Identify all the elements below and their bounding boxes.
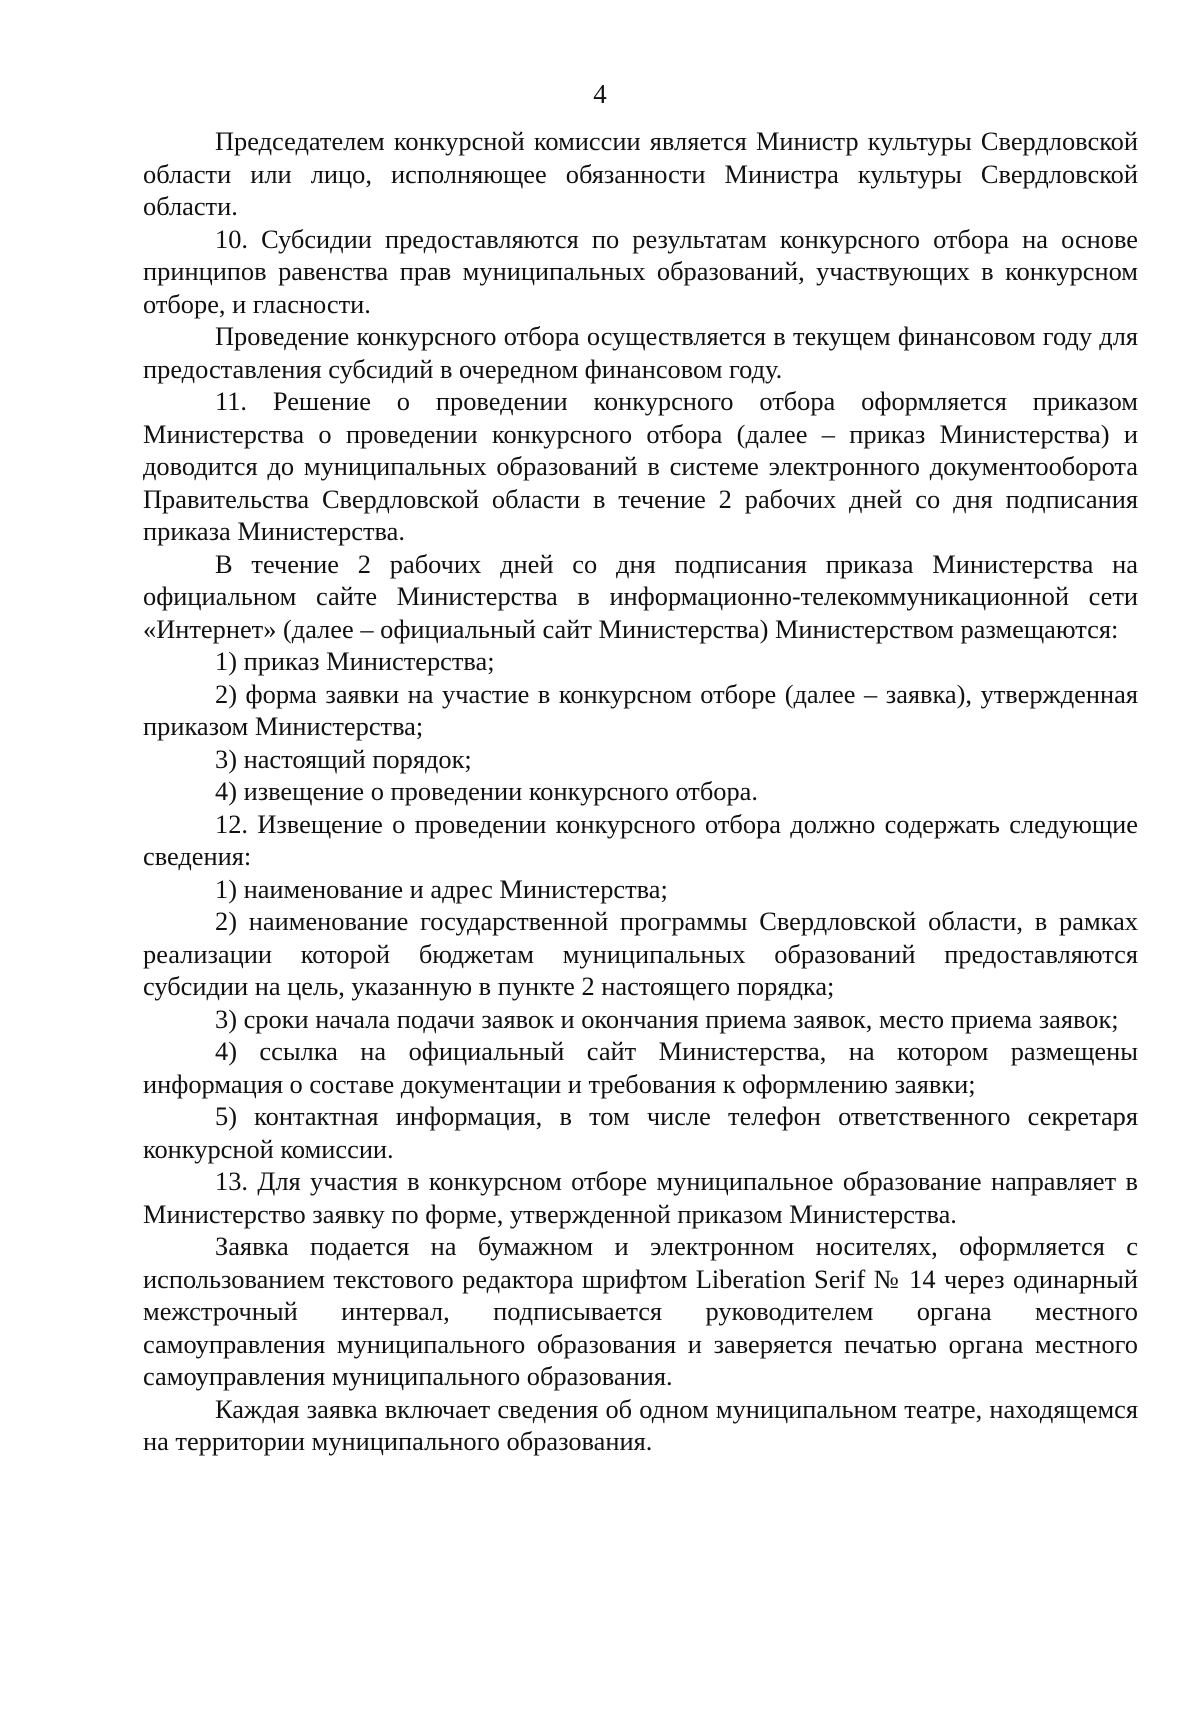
list-item-deadlines: 3) сроки начала подачи заявок и окончания приема заявок, место приема заявок; [215, 1003, 1119, 1034]
paragraph-selection-timing: Проведение конкурсного отбора осуществляется в текущем финансовом году для предоставления субсидий в очередном финансовом году. [143, 321, 1138, 384]
document-body [143, 125, 1138, 1458]
page-number: 4 [593, 79, 607, 109]
list-item-application-form: 2) форма заявки на участие в конкурсном отборе (далее – заявка), утвержденная приказом Министерства; [143, 678, 1138, 741]
paragraph-item-12: 12. Извещение о проведении конкурсного отбора должно содержать следующие сведения: [143, 808, 1138, 871]
paragraph-application-content: Каждая заявка включает сведения об одном муниципальном театре, находящемся на территории муниципального образования. [143, 1393, 1138, 1456]
list-item-order: 1) приказ Министерства; [215, 646, 495, 676]
list-item-procedure: 3) настоящий порядок; [215, 743, 472, 774]
paragraph-commission-chairman: Председателем конкурсной комиссии является Министр культуры Свердловской области или лицо, исполняющее обязанности Министра культуры Свердловской области. [143, 126, 1138, 221]
list-item-notice: 4) извещение о проведении конкурсного отбора. [215, 776, 758, 806]
paragraph-item-10: 10. Субсидии предоставляются по результатам конкурсного отбора на основе принципов равенства прав муниципальных образований, участвующих в конкурсном отборе, и гласности. [143, 223, 1138, 319]
paragraph-item-11: 11. Решение о проведении конкурсного отбора оформляется приказом Министерства о проведении конкурсного отбора (далее – приказ Министерства) и доводится до муниципальных образований в системе электронного документооборота Правительства Свердловской области в течение 2 рабочих дней со дня подписания приказа Министерства. [143, 386, 1138, 546]
list-item-contacts: 5) контактная информация, в том числе телефон ответственного секретаря конкурсной комиссии. [143, 1101, 1138, 1164]
paragraph-publication: В течение 2 рабочих дней со дня подписания приказа Министерства на официальном сайте Министерства в информационно-телекоммуникационной сети «Интернет» (далее – официальный сайт Министерства) Министерством размещаются: [143, 548, 1138, 644]
list-item-website-link: 4) ссылка на официальный сайт Министерства, на котором размещены информация о составе документации и требования к оформлению заявки; [143, 1036, 1138, 1099]
list-item-state-program: 2) наименование государственной программы Свердловской области, в рамках реализации которой бюджетам муниципальных образований предоставляются субсидии на цель, указанную в пункте 2 настоящего порядка; [143, 906, 1138, 1001]
paragraph-application-format: Заявка подается на бумажном и электронном носителях, оформляется с использованием текстового редактора шрифтом Liberation Serif № 14 через одинарный межстрочный интервал, подписывается руководителем органа местного самоуправления муниципального образования и заверяется печатью органа местного самоуправления муниципального образования. [143, 1231, 1138, 1391]
paragraph-item-13: 13. Для участия в конкурсном отборе муниципальное образование направляет в Министерство заявку по форме, утвержденной приказом Министерства. [143, 1166, 1138, 1229]
list-item-ministry-name: 1) наименование и адрес Министерства; [215, 873, 668, 904]
